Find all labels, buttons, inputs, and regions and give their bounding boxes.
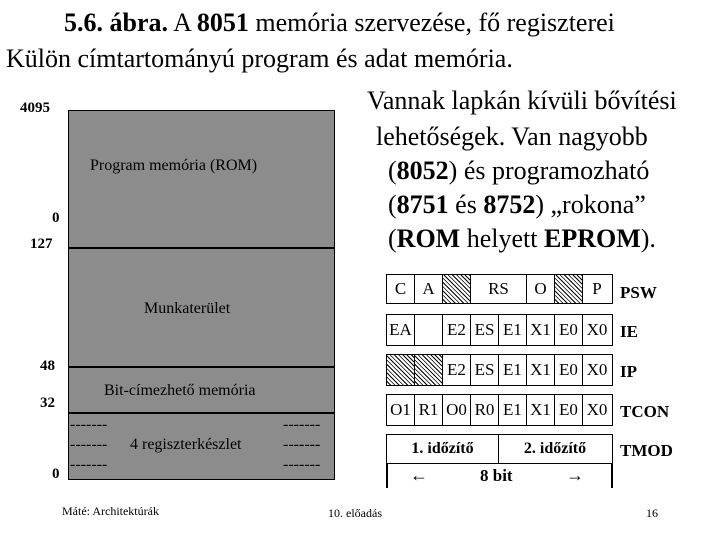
desc-line-2: lehetőségek. Van nagyobb [376, 122, 648, 151]
rom-top-address: 4095 [20, 100, 50, 116]
psw-bits-rs: RS [471, 275, 527, 303]
psw-bit-p: P [592, 279, 602, 298]
ip-register [386, 354, 613, 386]
desc-line-1: Vannak lapkán kívüli bővítési [367, 86, 677, 115]
tcon-label: TCON [620, 402, 670, 421]
ip-bit-es: ES [471, 355, 499, 385]
ie-bit-e0: E0 [555, 315, 583, 345]
ip-bit-reserved-2 [415, 355, 443, 385]
ie-bit-x0: X0 [586, 320, 608, 339]
slide-subtitle: Külön címtartományú program és adat memória. [6, 44, 513, 73]
ie-bit-e1: E1 [499, 315, 527, 345]
program-memory-block [68, 110, 335, 248]
ram-address-32: 32 [40, 395, 55, 411]
ip-bit-e1: E1 [499, 355, 527, 385]
work-area-label: Munkaterület [144, 300, 231, 317]
tmod-width-label: 8 bit [480, 466, 513, 485]
ie-bit-x1: X1 [527, 315, 555, 345]
ie-label: IE [620, 322, 638, 341]
title-rest: memória szervezése, fő regiszterei [248, 8, 615, 37]
tcon-bit-r0: R0 [471, 395, 499, 425]
right-arrow-icon: → [566, 465, 584, 485]
desc-line-3: (8052) és programozható [388, 156, 650, 185]
ie-bit-e2: E2 [443, 315, 471, 345]
tmod-timer-2: 2. időzítő [523, 440, 587, 457]
ip-bit-e0: E0 [555, 355, 583, 385]
tmod-register [386, 434, 613, 464]
tmod-timer-1: 1. időzítő [387, 435, 499, 463]
tcon-bit-o1: O1 [387, 395, 415, 425]
tmod-right-tick [611, 464, 613, 488]
psw-bit-a: A [415, 275, 443, 303]
title-text: A [168, 8, 197, 37]
program-memory-label: Program memória (ROM) [90, 157, 258, 174]
tcon-bit-x0: X0 [586, 400, 608, 419]
psw-bit-c: C [387, 275, 415, 303]
ie-register [386, 314, 613, 346]
tcon-bit-e0: E0 [555, 395, 583, 425]
bit-addressable-label: Bit-címezhető memória [104, 382, 256, 399]
tmod-left-tick [386, 464, 388, 488]
footer-page-number: 16 [646, 506, 658, 520]
slide-title [64, 8, 615, 38]
dash-right-2: ------- [283, 436, 321, 453]
left-arrow-icon: ← [410, 465, 428, 485]
desc-line-5: (ROM helyett EPROM). [388, 224, 656, 253]
figure-number: 5.6. ábra. [64, 8, 168, 37]
ip-bit-x0: X0 [586, 360, 608, 379]
tcon-bit-e1: E1 [499, 395, 527, 425]
title-chip: 8051 [196, 8, 249, 37]
psw-label: PSW [620, 283, 657, 302]
footer-author: Máté: Architektúrák [62, 504, 159, 518]
psw-bit-reserved [443, 275, 471, 303]
dash-left-2: ------- [70, 436, 108, 453]
tcon-bit-r1: R1 [415, 395, 443, 425]
ie-bit-es: ES [471, 315, 499, 345]
ip-bit-e2: E2 [443, 355, 471, 385]
psw-register [386, 274, 613, 304]
ram-address-127: 127 [30, 236, 53, 252]
tcon-bit-o0: O0 [443, 395, 471, 425]
divider-32 [68, 412, 335, 414]
footer-lecture: 10. előadás [328, 506, 382, 520]
divider-48 [68, 366, 335, 368]
ram-address-48: 48 [40, 358, 55, 374]
psw-bit-o: O [527, 275, 555, 303]
rom-bottom-address: 0 [52, 210, 60, 226]
ie-bit-ea: EA [387, 315, 415, 345]
desc-line-4: (8751 és 8752) „rokona” [388, 190, 646, 219]
tmod-label: TMOD [620, 441, 673, 460]
ram-address-0: 0 [52, 466, 60, 482]
ip-bit-x1: X1 [527, 355, 555, 385]
dash-left-3: ------- [70, 456, 108, 473]
ip-bit-reserved-1 [387, 355, 415, 385]
dash-left-1: ------- [70, 416, 108, 433]
dash-right-1: ------- [283, 416, 321, 433]
psw-bit-reserved-2 [555, 275, 583, 303]
register-bank-label: 4 regiszterkészlet [130, 436, 242, 453]
tcon-bit-x1: X1 [527, 395, 555, 425]
ie-bit-empty [415, 315, 443, 345]
tcon-register [386, 394, 613, 426]
dash-right-3: ------- [283, 456, 321, 473]
ip-label: IP [620, 362, 637, 381]
